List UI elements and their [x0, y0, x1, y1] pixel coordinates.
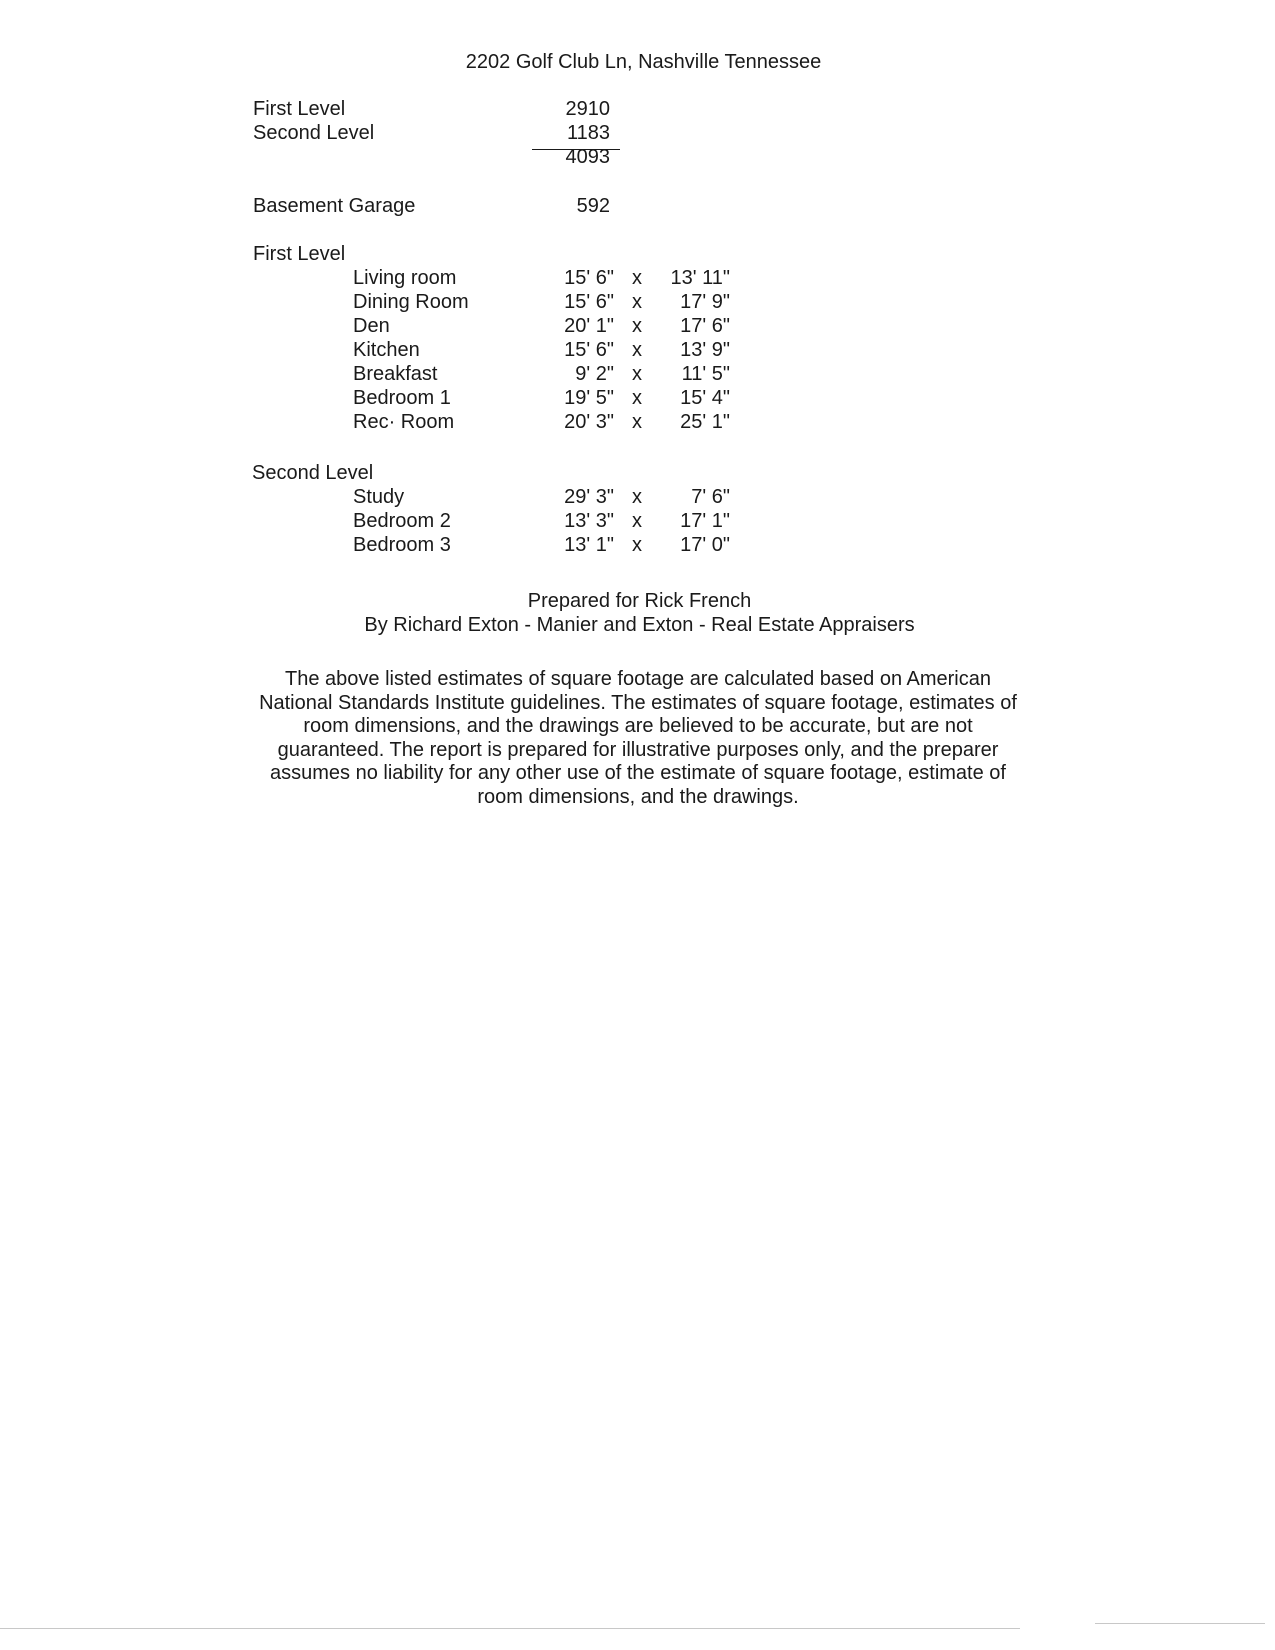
room-width: 13' 1" — [564, 534, 614, 556]
room-row — [0, 486, 1275, 509]
room-row — [0, 363, 1275, 386]
room-length: 25' 1" — [680, 411, 730, 433]
room-length: 15' 4" — [680, 387, 730, 409]
basement-garage-row — [0, 195, 1275, 218]
dimension-separator: x — [632, 510, 642, 532]
dimension-separator: x — [632, 486, 642, 508]
room-length: 7' 6" — [691, 486, 730, 508]
second-level-area-row — [0, 122, 1275, 145]
prepared-by-text: By Richard Exton - Manier and Exton - Real Estate Appraisers — [364, 614, 915, 636]
second-level-area-label: Second Level — [253, 122, 375, 144]
dimension-separator: x — [632, 363, 642, 385]
room-width: 15' 6" — [564, 267, 614, 289]
basement-garage-label: Basement Garage — [253, 195, 416, 217]
first-level-area-row — [0, 98, 1275, 121]
room-row — [0, 510, 1275, 533]
total-area-row — [0, 146, 1275, 169]
dimension-separator: x — [632, 387, 642, 409]
room-width: 19' 5" — [564, 387, 614, 409]
basement-garage-value: 592 — [576, 195, 610, 217]
room-row — [0, 339, 1275, 362]
room-name: Breakfast — [353, 363, 438, 385]
room-name: Kitchen — [353, 339, 420, 361]
room-width: 9' 2" — [575, 363, 614, 385]
room-length: 13' 9" — [680, 339, 730, 361]
first-level-area-value: 2910 — [565, 98, 610, 120]
room-name: Living room — [353, 267, 457, 289]
second-level-area-value: 1183 — [566, 122, 610, 144]
address-text: 2202 Golf Club Ln, Nashville Tennessee — [465, 51, 822, 73]
room-row — [0, 291, 1275, 314]
scan-edge-line — [1095, 1623, 1265, 1624]
room-name: Study — [353, 486, 405, 508]
prepared-for-text: Prepared for Rick French — [527, 590, 752, 612]
room-row — [0, 267, 1275, 290]
room-name: Bedroom 1 — [353, 387, 451, 409]
first-level-heading: First Level — [253, 243, 346, 265]
prepared-by-line — [0, 614, 1275, 637]
property-address-title — [0, 51, 1275, 74]
room-name: Bedroom 2 — [353, 510, 451, 532]
room-width: 20' 1" — [564, 315, 614, 337]
room-width: 15' 6" — [564, 291, 614, 313]
dimension-separator: x — [632, 291, 642, 313]
dimension-separator: x — [632, 339, 642, 361]
dimension-separator: x — [632, 267, 642, 289]
room-length: 17' 1" — [680, 510, 730, 532]
room-width: 13' 3" — [564, 510, 614, 532]
room-length: 13' 11" — [670, 267, 730, 289]
disclaimer-paragraph: The above listed estimates of square footage are calculated based on American National Standards Institute guidelines. The estimates of square footage, estimates of room dimensions, and the drawings are believed to be accurate, but are not guaranteed. The report is prepared for illustrative purposes only, and the preparer assumes no liability for any other use of the estimate of square footage, estimate of room dimensions, and the drawings. — [259, 668, 1017, 808]
room-length: 17' 6" — [680, 315, 730, 337]
room-length: 17' 0" — [680, 534, 730, 556]
dimension-separator: x — [632, 411, 642, 433]
scan-edge-line — [0, 1628, 1020, 1629]
room-width: 20' 3" — [564, 411, 614, 433]
room-length: 17' 9" — [680, 291, 730, 313]
room-row — [0, 315, 1275, 338]
room-row — [0, 411, 1275, 434]
first-level-area-label: First Level — [253, 98, 346, 120]
room-width: 15' 6" — [564, 339, 614, 361]
room-name: Rec· Room — [353, 411, 455, 433]
prepared-for-line — [0, 590, 1275, 613]
room-name: Dining Room — [353, 291, 469, 313]
room-row — [0, 387, 1275, 410]
dimension-separator: x — [632, 534, 642, 556]
room-row — [0, 534, 1275, 557]
room-width: 29' 3" — [564, 486, 614, 508]
room-name: Den — [353, 315, 390, 337]
dimension-separator: x — [632, 315, 642, 337]
total-area-value: 4093 — [565, 146, 610, 168]
room-name: Bedroom 3 — [353, 534, 451, 556]
second-level-heading: Second Level — [252, 462, 374, 484]
room-length: 11' 5" — [681, 363, 730, 385]
